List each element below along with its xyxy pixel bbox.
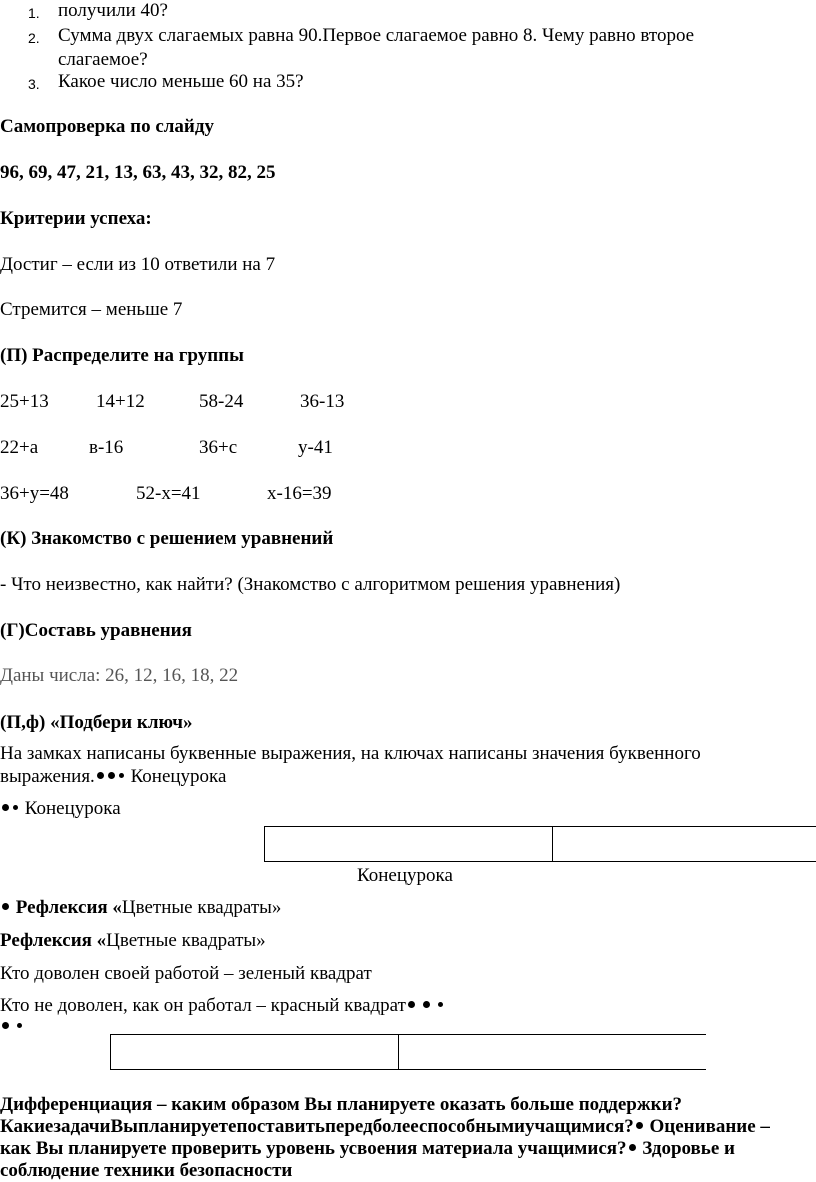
- table-cell: [265, 827, 553, 862]
- bullet-icon: [97, 772, 104, 779]
- expression-cell: 58-24: [199, 391, 243, 413]
- list-number: 2.: [28, 30, 40, 46]
- expression-cell: 22+а: [0, 437, 38, 459]
- differentiation-line: [0, 1116, 770, 1138]
- numbers-text: Даны числа: 26, 12, 16, 18, 22: [0, 665, 238, 687]
- list-text: Какое число меньше 60 на 35?: [58, 71, 304, 93]
- reflection-method: Цветные квадраты»: [106, 930, 266, 951]
- bullet-icon: [636, 1122, 643, 1129]
- reflection-line: [0, 897, 281, 919]
- reflection-label: Рефлексия «: [16, 897, 122, 918]
- reflection-label: Рефлексия «: [0, 930, 106, 951]
- criteria-achieved: Достиг – если из 10 ответили на 7: [0, 254, 275, 276]
- assessment-label: Оценивание –: [645, 1116, 770, 1137]
- compose-heading: (Г)Составь уравнения: [0, 620, 192, 642]
- table-cell: [111, 1035, 399, 1070]
- end-of-lesson-label: Конецурока: [357, 865, 453, 887]
- equations-text: - Что неизвестно, как найти? (Знакомство с алгоритмом решения уравнения): [0, 574, 620, 596]
- bullet-icon: [17, 1023, 22, 1028]
- end-of-lesson-label: Конецурока: [131, 766, 227, 787]
- bullet-line: [0, 1016, 24, 1038]
- expression-cell: 36+с: [199, 437, 237, 459]
- bullet-icon: [629, 1144, 636, 1151]
- list-text-continuation: слагаемое?: [58, 49, 148, 71]
- list-text: Сумма двух слагаемых равна 90.Первое слагаемое равно 8. Чему равно второе: [58, 25, 694, 47]
- reflection-method: Цветные квадраты»: [122, 897, 282, 918]
- end-line: [0, 798, 121, 820]
- bullet-icon: [438, 1002, 443, 1007]
- expression-cell: 36-13: [300, 391, 344, 413]
- assessment-question: как Вы планируете проверить уровень усвоения материала учащимися?: [0, 1138, 627, 1159]
- list-number: 3.: [28, 76, 40, 92]
- differentiation-text: Дифференциация – каким образом Вы планируете оказать больше поддержки?: [0, 1094, 682, 1116]
- expression-cell: у-41: [298, 437, 333, 459]
- bullet-icon: [2, 804, 9, 811]
- unhappy-text: Кто не доволен, как он работал – красный квадрат: [0, 995, 406, 1016]
- key-text: На замках написаны буквенные выражения, на ключах написаны значения буквенного: [0, 743, 701, 765]
- equations-heading: (К) Знакомство с решением уравнений: [0, 528, 333, 550]
- safety-text: соблюдение техники безопасности: [0, 1160, 292, 1182]
- criteria-heading: Критерии успеха:: [0, 208, 152, 230]
- list-number: 1.: [28, 5, 40, 21]
- bullet-icon: [408, 1001, 415, 1008]
- end-of-lesson-label: Конецурока: [25, 798, 121, 819]
- bullet-icon: [108, 772, 115, 779]
- equation-cell: 36+у=48: [0, 483, 69, 505]
- differentiation-question: КакиезадачиВыпланируетепоставитьпередболееспособнымиучащимися?: [0, 1116, 634, 1137]
- groups-heading: (П) Распределите на группы: [0, 345, 244, 367]
- unhappy-line: [0, 995, 445, 1017]
- key-text-continuation: [0, 766, 226, 788]
- bullet-icon: [2, 1022, 9, 1029]
- table-cell: [399, 1035, 707, 1070]
- list-text: получили 40?: [58, 0, 168, 22]
- empty-table: [264, 826, 816, 862]
- reflection-heading: [0, 930, 266, 952]
- expression-cell: в-16: [89, 437, 123, 459]
- health-label: Здоровье и: [638, 1138, 735, 1159]
- bullet-icon: [13, 805, 18, 810]
- bullet-icon: [119, 773, 124, 778]
- table-cell: [553, 827, 816, 862]
- assessment-line: [0, 1138, 735, 1160]
- expression-cell: 25+13: [0, 391, 49, 413]
- bullet-icon: [2, 903, 9, 910]
- equation-cell: х-16=39: [267, 483, 332, 505]
- bullet-icon: [423, 1001, 430, 1008]
- answers-line: 96, 69, 47, 21, 13, 63, 43, 32, 82, 25: [0, 162, 276, 184]
- key-heading: (П,ф) «Подбери ключ»: [0, 712, 193, 734]
- happy-text: Кто доволен своей работой – зеленый квадрат: [0, 963, 372, 985]
- criteria-striving: Стремится – меньше 7: [0, 299, 182, 321]
- empty-table: [110, 1034, 706, 1070]
- key-text-end: выражения.: [0, 766, 95, 787]
- expression-cell: 14+12: [96, 391, 145, 413]
- self-check-heading: Самопроверка по слайду: [0, 116, 214, 138]
- equation-cell: 52-х=41: [136, 483, 201, 505]
